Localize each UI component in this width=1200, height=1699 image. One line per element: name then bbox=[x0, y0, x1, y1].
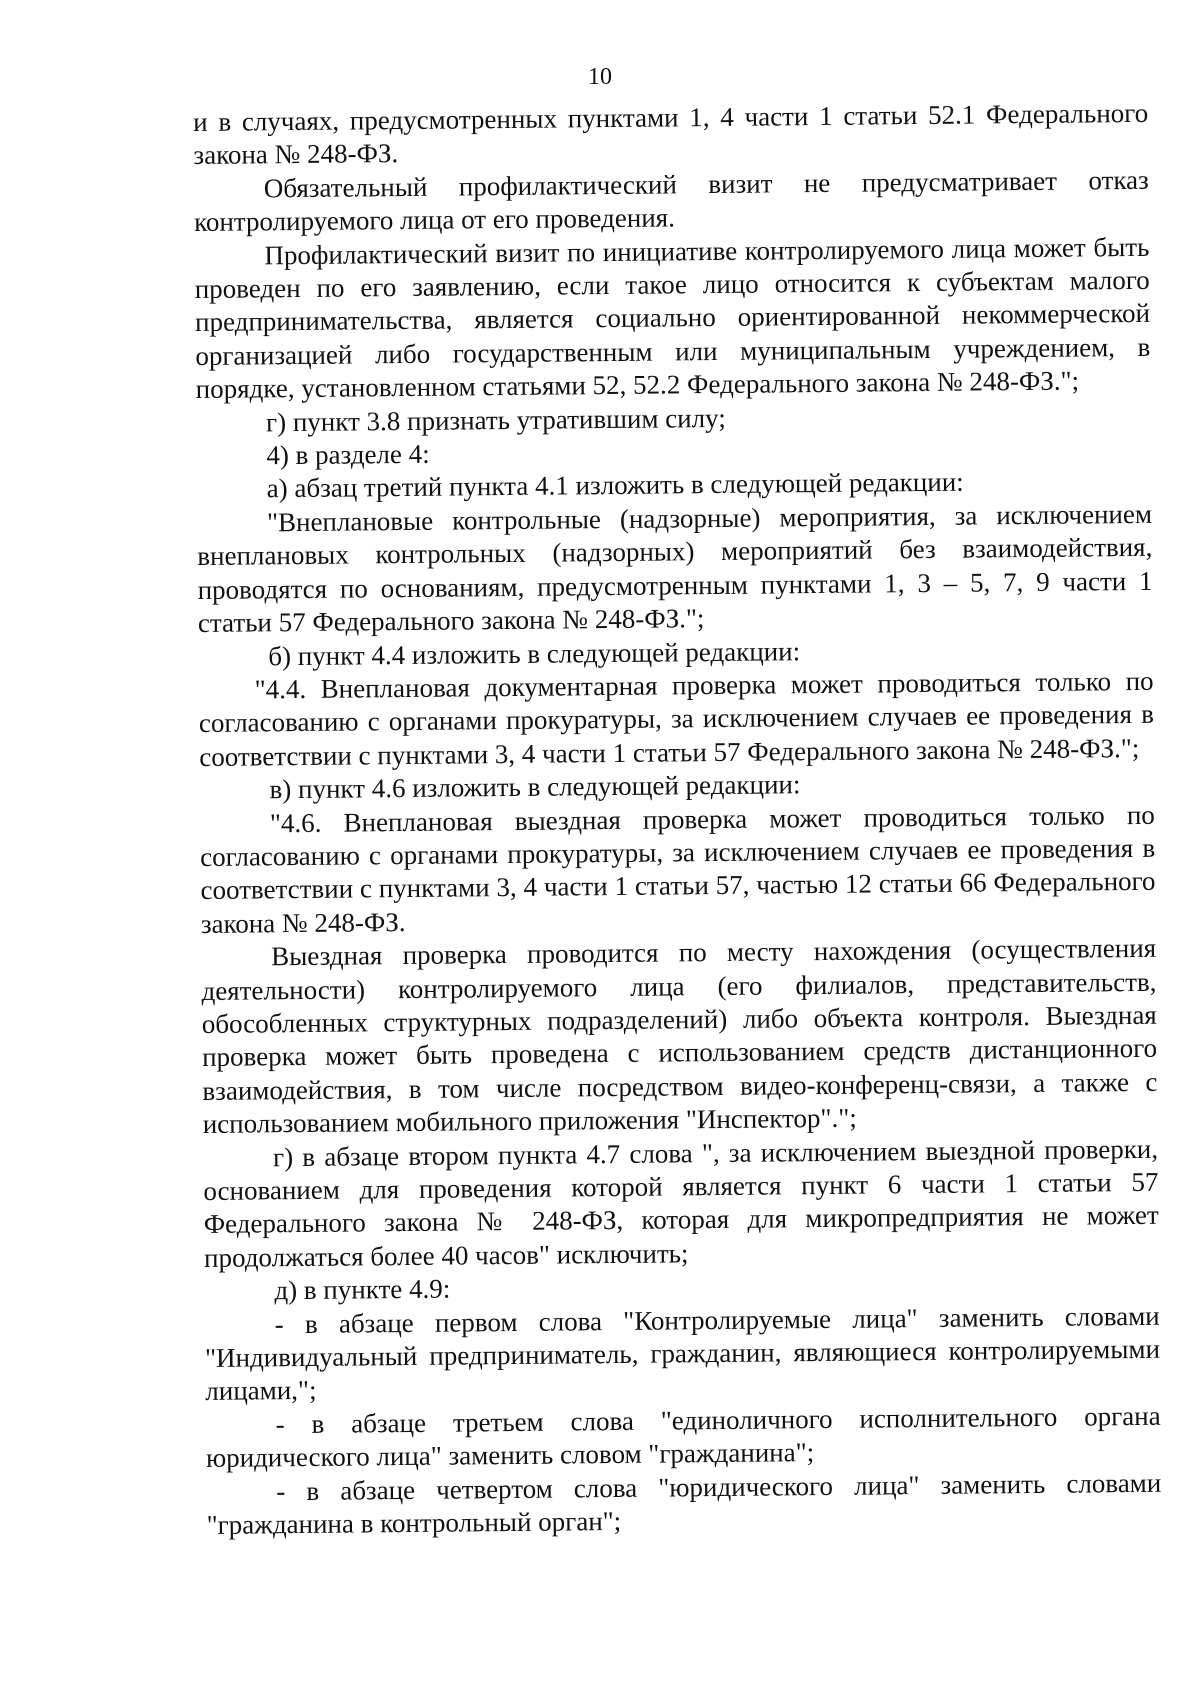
page-number: 10 bbox=[588, 64, 612, 90]
paragraph-10: в) пункт 4.6 изложить в следующей редакции: bbox=[269, 769, 801, 805]
paragraph-2: Обязательный профилактический визит не предусматривает отказ контролируемого лица от его проведения. bbox=[193, 164, 1149, 238]
paragraph-14: д) в пункте 4.9: bbox=[274, 1273, 451, 1306]
paragraph-1: и в случаях, предусмотренных пунктами 1, 4 части 1 статьи 52.1 Федерального закона № 248-ФЗ. bbox=[193, 97, 1149, 171]
paragraph-11: "4.6. Внеплановая выездная проверка может проводиться только по согласованию с органами прокуратуры, за исключением случаев ее проведения в соответствии с пунктами 3, 4 части 1 статьи 57, частью 12 статьи 66 Федерального закона № 248-ФЗ. bbox=[200, 799, 1156, 939]
paragraph-17: - в абзаце четвертом слова "юридического лица" заменить словами "гражданина в контрольный орган"; bbox=[206, 1467, 1162, 1540]
paragraph-4: г) пункт 3.8 признать утратившим силу; bbox=[265, 402, 726, 437]
paragraph-5: 4) в разделе 4: bbox=[266, 438, 430, 471]
paragraph-16: - в абзаце третьем слова "единоличного исполнительного органа юридического лица" заменить словом "гражданина"; bbox=[205, 1400, 1161, 1474]
paragraph-3: Профилактический визит по инициативе контролируемого лица может быть проведен по его заявлению, если такое лицо относится к субъектам малого предпринимательства, является социально ориентированной некоммерческой организацией либо государственным или муниципальным учреждением, в порядке, установленном статьями 52, 52.2 Федерального закона № 248-ФЗ."; bbox=[194, 231, 1151, 405]
paragraph-8: б) пункт 4.4 изложить в следующей редакции: bbox=[268, 635, 801, 671]
paragraph-13: г) в абзаце втором пункта 4.7 слова ", за исключением выездной проверки, основанием для проведения которой является пункт 6 части 1 статьи 57 Федерального закона № 248-ФЗ, которая для микропредприятия не может продолжаться более 40 часов" исключить; bbox=[203, 1133, 1159, 1273]
document-body bbox=[193, 97, 1162, 1543]
paragraph-15: - в абзаце первом слова "Контролируемые лица" заменить словами "Индивидуальный предприниматель, гражданин, являющиеся контролируемыми лицами,"; bbox=[204, 1300, 1161, 1407]
paragraph-6: а) абзац третий пункта 4.1 изложить в следующей редакции: bbox=[266, 467, 964, 504]
paragraph-9: "4.4. Внеплановая документарная проверка может проводиться только по согласованию с органами прокуратуры, за исключением случаев ее проведения в соответствии с пунктами 3, 4 части 1 статьи 57 Федерального закона № 248-ФЗ."; bbox=[198, 665, 1155, 772]
paragraph-12: Выездная проверка проводится по месту нахождения (осуществления деятельности) контролируемого лица (его филиалов, представительств, обособленных структурных подразделений) либо объекта контроля. Выездная проверка может быть проведена с использованием средств дистанционного взаимодействия, в том числе посредством видео-конференц-связи, а также с использованием мобильного приложения "Инспектор"."; bbox=[201, 932, 1158, 1140]
paragraph-7: "Внеплановые контрольные (надзорные) мероприятия, за исключением внеплановых контрольных (надзорных) мероприятий без взаимодействия, проводятся по основаниям, предусмотренным пунктами 1, 3 – 5, 7, 9 части 1 статьи 57 Федерального закона № 248-ФЗ."; bbox=[197, 498, 1153, 639]
